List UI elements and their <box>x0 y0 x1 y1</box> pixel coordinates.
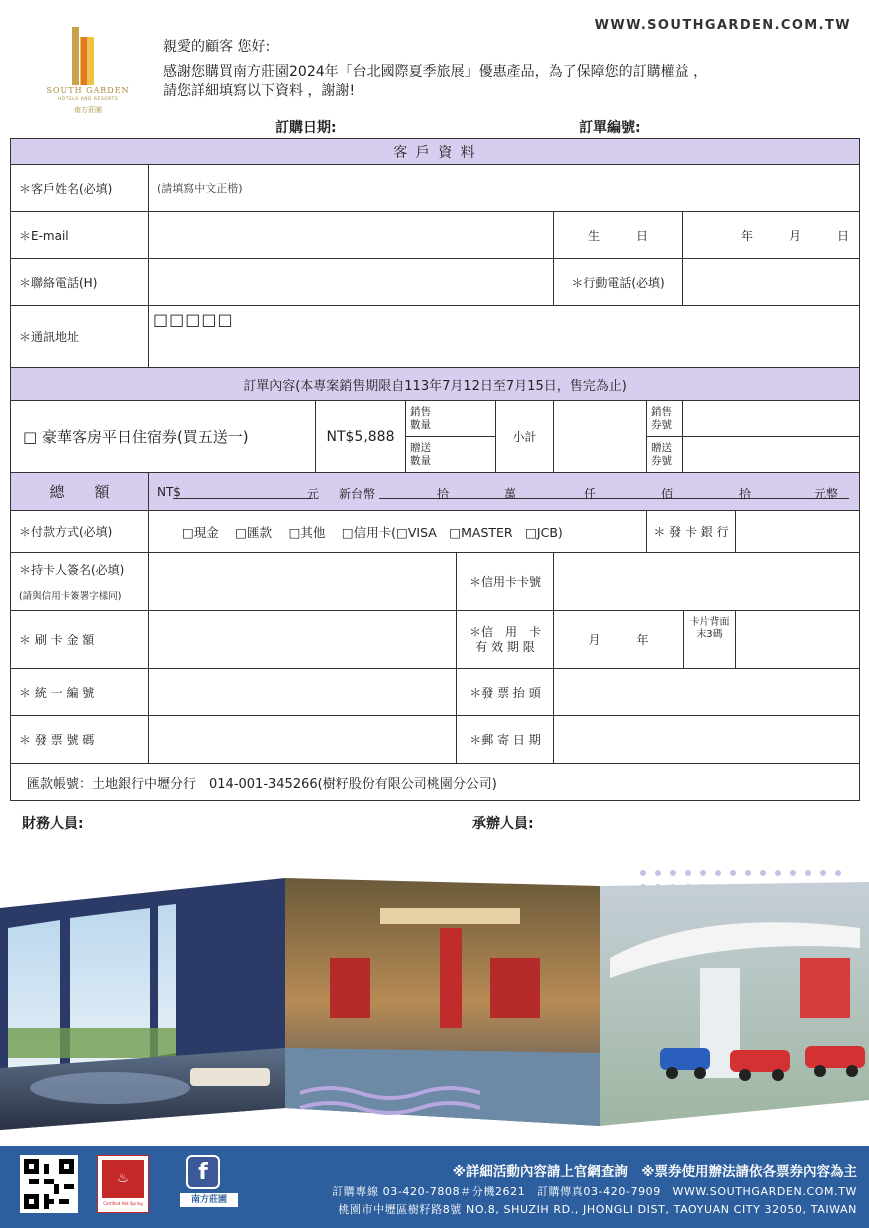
email-label: ＊E-mail <box>11 212 149 259</box>
charge-amount-field[interactable] <box>149 611 457 669</box>
hot-spring-icon: ♨ <box>102 1160 144 1198</box>
customer-name-label: ＊客戶姓名(必填) <box>11 165 149 212</box>
facebook-icon: f <box>186 1155 220 1189</box>
invoice-title-field[interactable] <box>554 669 859 716</box>
total-amount-field[interactable] <box>149 473 859 511</box>
intro-line-2: 感謝您購買南方莊園2024年「台北國際夏季旅展」優惠產品，為了保障您的訂購權益 ， <box>163 64 708 80</box>
total-word-7: 元整 <box>814 487 839 501</box>
invoice-title-label: ＊發 票 抬 頭 <box>457 669 554 716</box>
kids-playground-photo <box>600 882 869 1126</box>
order-section-header: 訂單內容(本專案銷售期限自113年7月12日至7月15日，售完為止) <box>11 368 859 401</box>
birthday-field[interactable]: 年 月 日 <box>683 212 859 259</box>
issuing-bank-field[interactable] <box>736 511 859 553</box>
total-words-line <box>379 498 849 499</box>
hotel-photo-collage <box>0 868 869 1130</box>
email-field[interactable] <box>149 212 554 259</box>
mobile-label: ＊行動電話(必填) <box>554 259 683 306</box>
total-word-1: 新台幣 <box>339 487 376 501</box>
facebook-link[interactable] <box>180 1155 238 1213</box>
greeting: 親愛的顧客 您好: <box>163 39 271 55</box>
sales-voucher-label: 銷售 券號 <box>647 401 683 437</box>
logo-subtitle: HOTELS AND RESORTS <box>57 97 119 102</box>
customer-name-field[interactable]: (請填寫中文正楷) <box>149 165 859 212</box>
total-yuan: 元 <box>307 487 320 501</box>
hotel-logo <box>28 24 148 124</box>
invoice-number-label: ＊ 發 票 號 碼 <box>11 716 149 764</box>
expiry-field[interactable]: 月 年 <box>554 611 684 669</box>
cvv-field[interactable] <box>736 611 859 669</box>
address-field[interactable]: □□□□□ <box>149 306 859 368</box>
photo-collage-svg <box>0 868 869 1130</box>
finance-staff-label: 財務人員: <box>22 816 84 832</box>
birthday-label: 生 日 <box>554 212 683 259</box>
footer <box>0 1146 869 1228</box>
home-phone-field[interactable] <box>149 259 554 306</box>
mail-date-label: ＊郵 寄 日 期 <box>457 716 554 764</box>
cardholder-label-cell <box>11 553 149 611</box>
invoice-number-field[interactable] <box>149 716 457 764</box>
gift-voucher-label: 贈送 券號 <box>647 437 683 473</box>
qr-code-icon[interactable] <box>20 1155 78 1213</box>
handler-staff-label: 承辦人員: <box>472 816 534 832</box>
intro-line-3: 請您詳細填寫以下資料 ，謝謝! <box>163 83 356 99</box>
mail-date-field[interactable] <box>554 716 859 764</box>
cardholder-label: ＊持卡人簽名(必填) <box>19 563 125 577</box>
hot-spring-certification-logo <box>97 1155 149 1213</box>
card-number-label: ＊信用卡卡號 <box>457 553 554 611</box>
footer-notes: ※詳細活動內容請上官網查詢 ※票券使用辦法請依各票券內容為主 <box>452 1164 857 1180</box>
logo-name-en: SOUTH GARDEN <box>46 86 130 95</box>
total-word-5: 佰 <box>661 487 674 501</box>
order-number-label: 訂單編號: <box>579 120 641 136</box>
card-number-field[interactable] <box>554 553 859 611</box>
mobile-field[interactable] <box>683 259 859 306</box>
gift-voucher-field[interactable] <box>683 437 859 473</box>
total-word-2: 拾 <box>437 487 450 501</box>
total-word-4: 仟 <box>584 487 597 501</box>
hot-spring-caption: Certified Hot Spring <box>103 1201 143 1206</box>
subtotal-label: 小計 <box>496 401 554 473</box>
issuing-bank-label: ＊ 發 卡 銀 行 <box>647 511 736 553</box>
total-nt-prefix: NT$ <box>157 485 181 499</box>
product-price: NT$5,888 <box>316 401 406 473</box>
cvv-label: 卡片背面 末3碼 <box>684 611 736 669</box>
qr-code-pattern <box>24 1159 74 1209</box>
bank-account-info: 匯款帳號：土地銀行中壢分行 014-001-345266(樹籽股份有限公司桃園分公司) <box>27 776 497 792</box>
subtotal-field[interactable] <box>554 401 647 473</box>
total-word-3: 萬 <box>504 487 517 501</box>
cardholder-note: (請與信用卡簽署字樣同) <box>19 591 122 602</box>
payment-method-label: ＊付款方式(必填) <box>11 511 149 553</box>
gift-qty-label: 贈送 數量 <box>406 437 496 473</box>
facebook-label: 南方莊園 <box>180 1193 238 1207</box>
total-label: 總 額 <box>11 473 149 511</box>
logo-name-zh: 南方莊園 <box>74 106 102 114</box>
footer-contact: 訂購專線 03-420-7808＃分機2621 訂購傳真03-420-7909 WWW.SOUTHGARDEN.COM.TW <box>332 1185 857 1198</box>
website-url[interactable]: WWW.SOUTHGARDEN.COM.TW <box>594 18 851 33</box>
customer-section-header: 客 戶 資 料 <box>11 139 859 165</box>
total-nt-line <box>173 498 313 499</box>
lobby-pool-photo <box>285 878 600 1126</box>
sales-voucher-field[interactable] <box>683 401 859 437</box>
tax-id-label: ＊ 統 一 編 號 <box>11 669 149 716</box>
total-word-6: 拾 <box>739 487 752 501</box>
payment-options[interactable]: □現金 □匯款 □其他 □信用卡(□VISA □MASTER □JCB) <box>149 511 647 553</box>
order-form <box>10 138 860 801</box>
home-phone-label: ＊聯絡電話(H) <box>11 259 149 306</box>
logo-mark-icon <box>72 27 100 85</box>
spa-bath-photo <box>0 878 285 1130</box>
product-checkbox-item[interactable]: □ 豪華客房平日住宿券(買五送一) <box>11 401 316 473</box>
footer-address: 桃園市中壢區樹籽路8號 NO.8, SHUZIH RD., JHONGLI DIST, TAOYUAN CITY 32050, TAIWAN <box>338 1203 857 1216</box>
charge-amount-label: ＊ 刷 卡 金 額 <box>11 611 149 669</box>
tax-id-field[interactable] <box>149 669 457 716</box>
expiry-label: ＊信 用 卡 有 效 期 限 <box>457 611 554 669</box>
sales-qty-label: 銷售 數量 <box>406 401 496 437</box>
cardholder-field[interactable] <box>149 553 457 611</box>
address-label: ＊通訊地址 <box>11 306 149 368</box>
order-date-label: 訂購日期: <box>275 120 337 136</box>
